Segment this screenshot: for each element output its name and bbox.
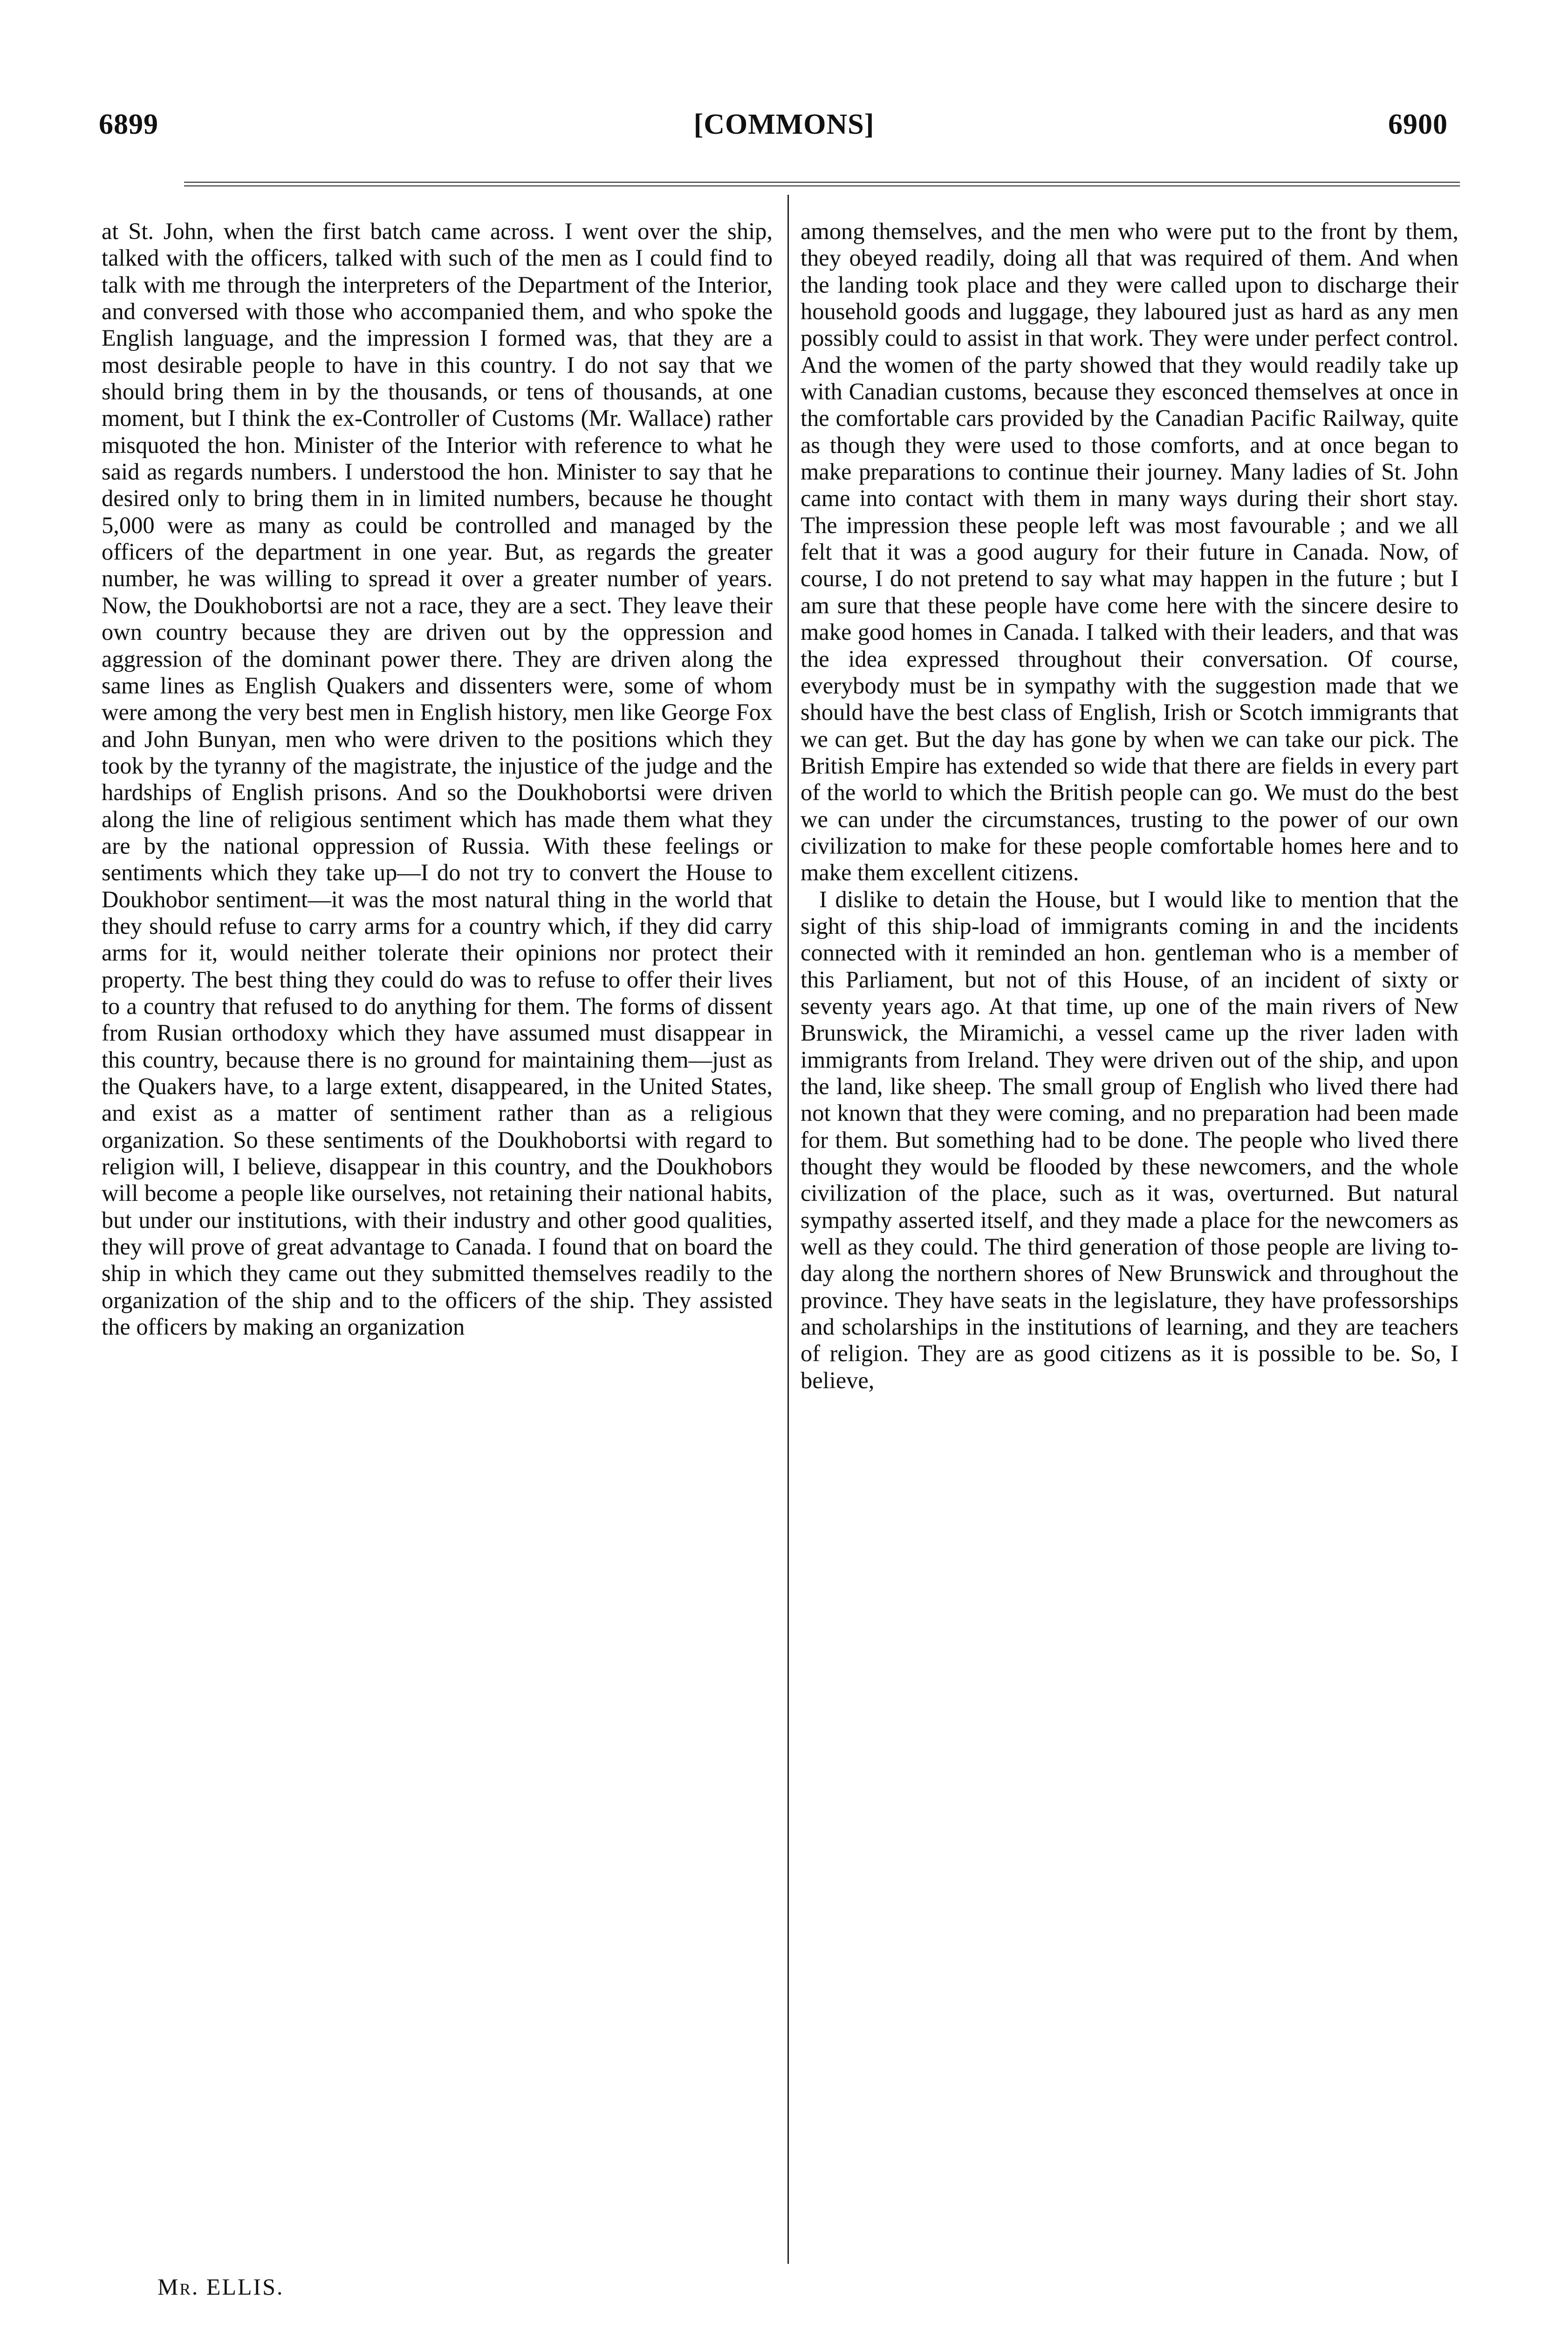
page-header bbox=[0, 108, 1568, 159]
page-title: [COMMONS] bbox=[693, 109, 875, 140]
paragraph: at St. John, when the first batch came across. I went over the ship, talked with the officers, talked with such of the men as I could find to talk with me through the interpreters of the Department of the Interior, and conversed with those who accompanied them, and who spoke the English language, and the impression I formed was, that they are a most desirable people to have in this country. I do not say that we should bring them in by the thousands, or tens of thousands, at one moment, but I think the ex-Controller of Customs (Mr. Wallace) rather misquoted the hon. Minister of the Interior with reference to what he said as regards numbers. I understood the hon. Minister to say that he desired only to bring them in in limited numbers, because he thought 5,000 were as many as could be controlled and managed by the officers of the department in one year. But, as regards the greater number, he was willing to spread it over a greater number of years. Now, the Doukhobortsi are not a race, they are a sect. They leave their own country because they are driven out by the oppression and aggression of the dominant power there. They are driven along the same lines as English Quakers and dissenters were, some of whom were among the very best men in English history, men like George Fox and John Bunyan, men who were driven to the positions which they took by the tyranny of the magistrate, the injustice of the judge and the hardships of English prisons. And so the Doukhobortsi were driven along the line of religious sentiment which has made them what they are by the national oppression of Russia. With these feelings or sentiments which they take up—I do not try to convert the House to Doukhobor sentiment—it was the most natural thing in the world that they should refuse to carry arms for a country which, if they did carry arms for it, would neither tolerate their opinions nor protect their property. The best thing they could do was to refuse to offer their lives to a country that refused to do anything for them. The forms of dissent from Rusian orthodoxy which they have assumed must disappear in this country, because there is no ground for maintaining them—just as the Quakers have, to a large extent, disappeared, in the United States, and exist as a matter of sentiment rather than as a religious organization. So these sentiments of the Doukhobortsi with regard to religion will, I believe, disappear in this country, and the Doukhobors will become a people like ourselves, not retaining their national habits, but under our institutions, with their industry and other good qualities, they will prove of great advantage to Canada. I found that on board the ship in which they came out they submitted themselves readily to the organization of the ship and to the officers of the ship. They assisted the officers by making an organization bbox=[102, 218, 773, 1340]
right-page-number: 6900 bbox=[1388, 109, 1448, 140]
speaker-footer: Mr. ELLIS. bbox=[157, 2274, 284, 2300]
left-page-number: 6899 bbox=[99, 109, 158, 140]
right-column bbox=[801, 218, 1458, 1394]
header-rule bbox=[184, 182, 1460, 186]
paragraph: among themselves, and the men who were put to the front by them, they obeyed readily, doing all that was required of them. And when the landing took place and they were called upon to discharge their household goods and luggage, they laboured just as hard as any men possibly could to assist in that work. They were under perfect control. And the women of the party showed that they would readily take up with Canadian customs, because they esconced themselves at once in the comfortable cars provided by the Canadian Pacific Railway, quite as though they were used to those comforts, and at once began to make preparations to continue their journey. Many ladies of St. John came into contact with them in many ways during their short stay. The impression these people left was most favourable ; and we all felt that it was a good augury for their future in Canada. Now, of course, I do not pretend to say what may happen in the future ; but I am sure that these people have come here with the sincere desire to make good homes in Canada. I talked with their leaders, and that was the idea expressed throughout their conversation. Of course, everybody must be in sympathy with the suggestion made that we should have the best class of English, Irish or Scotch immigrants that we can get. But the day has gone by when we can take our pick. The British Empire has extended so wide that there are fields in every part of the world to which the British people can go. We must do the best we can under the circumstances, trusting to the power of our own civilization to make for these people comfortable homes here and to make them excellent citizens. bbox=[801, 218, 1458, 886]
paragraph: I dislike to detain the House, but I would like to mention that the sight of this ship-load of immigrants coming in and the incidents connected with it reminded an hon. gentleman who is a member of this Parliament, but not of this House, of an incident of sixty or seventy years ago. At that time, up one of the main rivers of New Brunswick, the Miramichi, a vessel came up the river laden with immigrants from Ireland. They were driven out of the ship, and upon the land, like sheep. The small group of English who lived there had not known that they were coming, and no preparation had been made for them. But something had to be done. The people who lived there thought they would be flooded by these newcomers, and the whole civilization of the place, such as it was, overturned. But natural sympathy asserted itself, and they made a place for the newcomers as well as they could. The third generation of those people are living to-day along the northern shores of New Brunswick and throughout the province. They have seats in the legislature, they have professorships and scholarships in the institutions of learning, and they are teachers of religion. They are as good citizens as it is possible to be. So, I believe, bbox=[801, 886, 1458, 1393]
column-divider bbox=[787, 195, 789, 2264]
left-column bbox=[102, 218, 773, 1340]
